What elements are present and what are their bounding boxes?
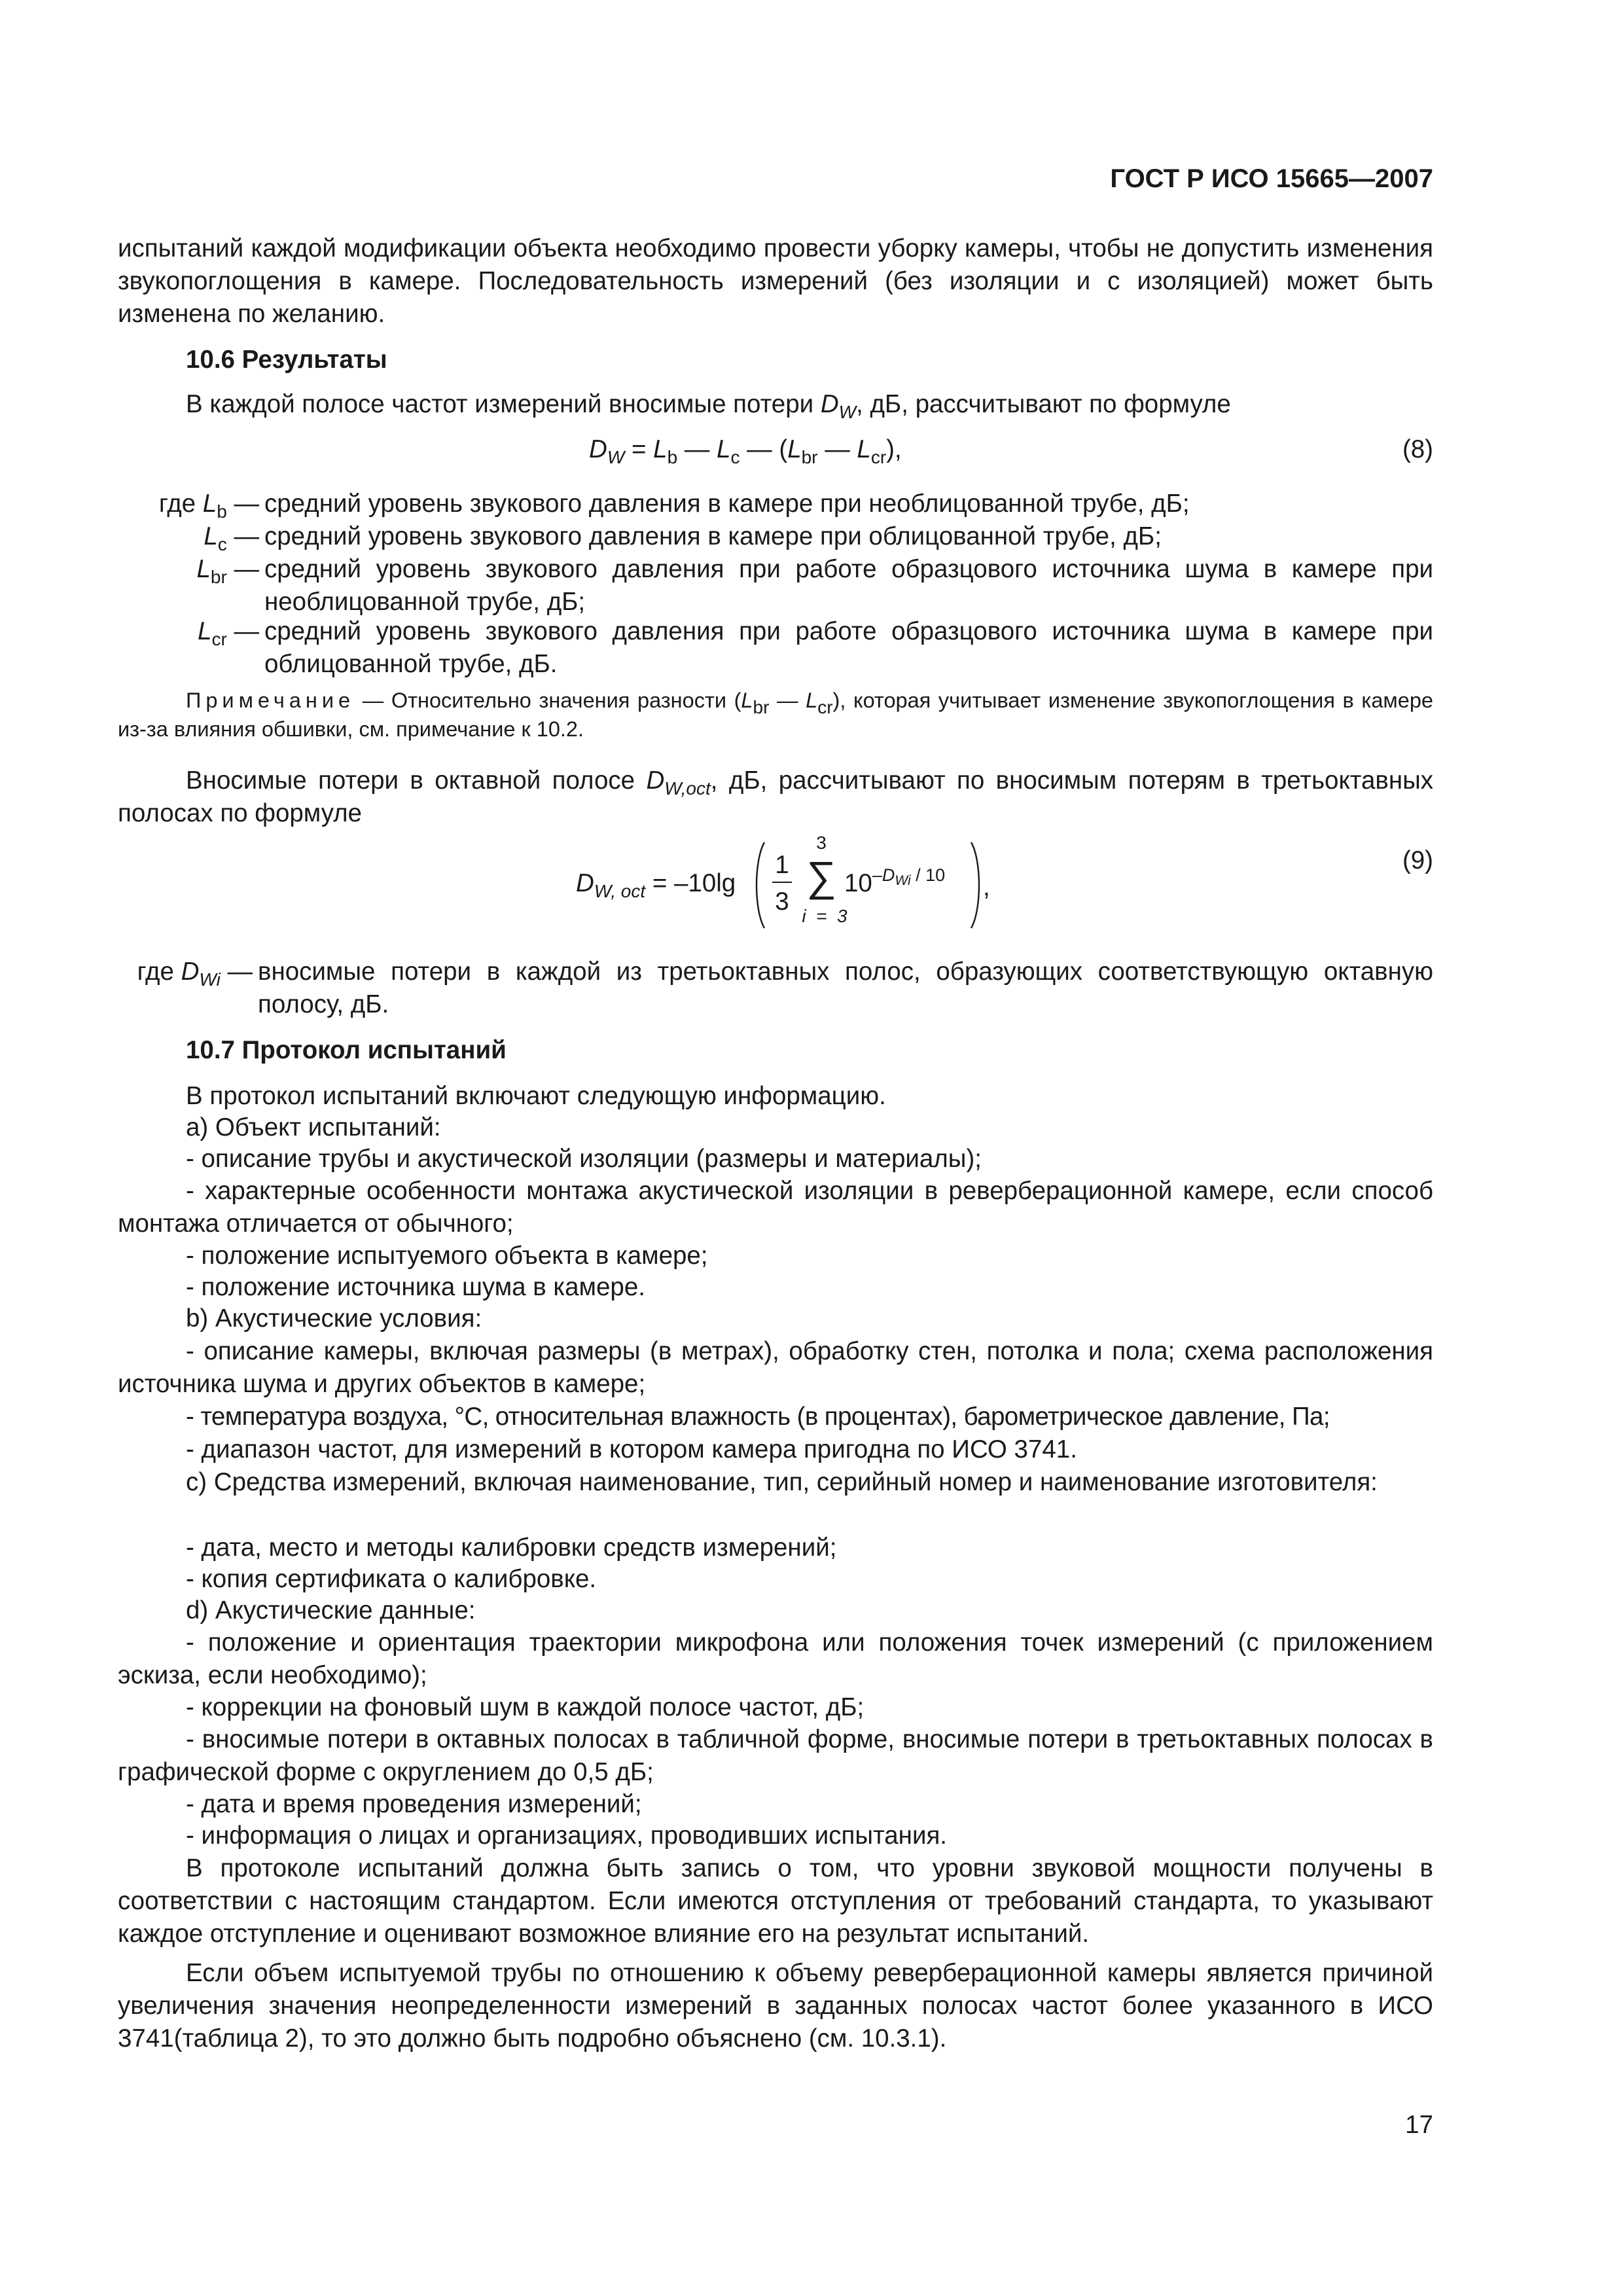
note-paragraph: Примечание — Относительно значения разности (Lbr — Lcr), которая учитывает изменение звукопоглощения в камере из-за влияния обшивки, см. примечание к 10.2. <box>118 689 1433 741</box>
protocol-paragraph: В протоколе испытаний должна быть запись о том, что уровни звуковой мощности получены в соответствии с настоящим стандартом. Если имеются отступления от требований стандарта, то указывают каждое отступление и оценивают возможное влияние его на результат испытаний. <box>118 1854 1433 1948</box>
protocol-line: c) Средства измерений, включая наименование, тип, серийный номер и наименование изготовителя: <box>186 1468 1378 1496</box>
protocol-line: - характерные особенности монтажа акустической изоляции в реверберационной камере, если способ монтажа отличается от обычного; <box>118 1177 1433 1238</box>
page-number: 17 <box>1405 2111 1433 2139</box>
protocol-line: b) Акустические условия: <box>186 1304 482 1333</box>
protocol-line: - положение и ориентация траектории микрофона или положения точек измерений (с приложением эскиза, если необходимо); <box>118 1628 1433 1689</box>
definition-text-lb: средний уровень звукового давления в камере при необлицованной трубе, дБ; <box>264 490 1190 518</box>
formula-lead-paragraph: В каждой полосе частот измерений вносимые потери $D_W$, дБ, рассчитывают по формуле <box>186 390 1231 422</box>
protocol-line: - коррекции на фоновый шум в каждой полосе частот, дБ; <box>186 1693 865 1721</box>
protocol-line: - описание камеры, включая размеры (в метрах), обработку стен, потолка и пола; схема расположения источника шума и других объектов в камере; <box>118 1337 1433 1398</box>
definition-symbol-dwi: где $D_{Wi}$ — <box>137 958 253 990</box>
protocol-line: - информация о лицах и организациях, проводивших испытания. <box>186 1821 947 1850</box>
definition-text-dwi: вносимые потери в каждой из третьоктавных полос, образующих соответствующую октавную полосу, дБ. <box>258 958 1433 1018</box>
section-heading-10-6: 10.6 Результаты <box>186 346 387 374</box>
sum-upper-limit: 3 <box>816 833 827 853</box>
right-paren-icon <box>969 841 983 929</box>
definition-symbol-lb: где $L_b$ — <box>158 490 259 522</box>
protocol-paragraph: Если объем испытуемой трубы по отношению к объему реверберационной камеры является причиной увеличения значения неопределенности измерений в заданных полосах частот более указанного в ИСО 3741(таблица 2), то это должно быть подробно объяснено (см. 10.3.1). <box>118 1959 1433 2053</box>
equation-8: $D_W = L_b$ — $L_c$ — ($L_{br}$ — $L_{cr}$), <box>589 435 902 467</box>
left-paren-icon <box>753 841 767 929</box>
protocol-line: - описание трубы и акустической изоляции (размеры и материалы); <box>186 1145 982 1173</box>
sum-lower-limit: i = 3 <box>802 906 847 926</box>
definition-symbol-lcr: $L_{cr}$ — <box>198 617 259 649</box>
protocol-line: - дата и время проведения измерений; <box>186 1790 642 1818</box>
section-heading-10-7: 10.7 Протокол испытаний <box>186 1036 507 1064</box>
protocol-line: - дата, место и методы калибровки средств измерений; <box>186 1534 837 1562</box>
protocol-line: - положение источника шума в камере. <box>186 1273 645 1301</box>
protocol-line: - положение испытуемого объекта в камере; <box>186 1242 708 1270</box>
definition-text-lcr: средний уровень звукового давления при работе образцового источника шума в камере при облицованной трубе, дБ. <box>264 617 1433 678</box>
definition-symbol-lc: $L_c$ — <box>204 522 259 554</box>
equation-9: $D_{W, oct} = -10\lg$ 1 3 3 ∑ i = 3 $10^{-D_{Wi} / 10}$ , <box>576 834 995 939</box>
fraction-bar <box>772 882 792 883</box>
protocol-line: - копия сертификата о калибровке. <box>186 1565 597 1593</box>
fraction-denominator: 3 <box>775 888 789 916</box>
summation-icon: ∑ <box>806 853 836 900</box>
definition-text-lc: средний уровень звукового давления в камере при облицованной трубе, дБ; <box>264 522 1162 550</box>
equation-8-number: (8) <box>1402 435 1433 463</box>
power-term: $10^{-D_{Wi} / 10}$ <box>844 865 946 897</box>
definition-text-lbr: средний уровень звукового давления при работе образцового источника шума в камере при необлицованной трубе, дБ; <box>264 555 1433 616</box>
protocol-line: - температура воздуха, °С, относительная влажность (в процентах), барометрическое давление, Па; <box>186 1403 1330 1431</box>
protocol-line: В протокол испытаний включают следующую информацию. <box>186 1082 886 1110</box>
definition-symbol-lbr: $L_{br}$ — <box>196 555 259 587</box>
equation-9-number: (9) <box>1402 846 1433 874</box>
protocol-line: - вносимые потери в октавных полосах в табличной форме, вносимые потери в третьоктавных полосах в графической форме с округлением до 0,5 дБ; <box>118 1725 1433 1786</box>
octave-paragraph: Вносимые потери в октавной полосе $D_{W,oct}$, дБ, рассчитывают по вносимым потерям в третьоктавных полосах по формуле <box>118 766 1433 827</box>
continuation-paragraph: испытаний каждой модификации объекта необходимо провести уборку камеры, чтобы не допустить изменения звукопоглощения в камере. Последовательность измерений (без изоляции и с изоляцией) может быть изменена по желанию. <box>118 234 1433 328</box>
protocol-line: - диапазон частот, для измерений в котором камера пригодна по ИСО 3741. <box>186 1435 1077 1463</box>
protocol-line: d) Акустические данные: <box>186 1596 476 1624</box>
protocol-line: a) Объект испытаний: <box>186 1113 441 1141</box>
document-header: ГОСТ Р ИСО 15665—2007 <box>1110 164 1433 193</box>
fraction-numerator: 1 <box>775 851 789 879</box>
